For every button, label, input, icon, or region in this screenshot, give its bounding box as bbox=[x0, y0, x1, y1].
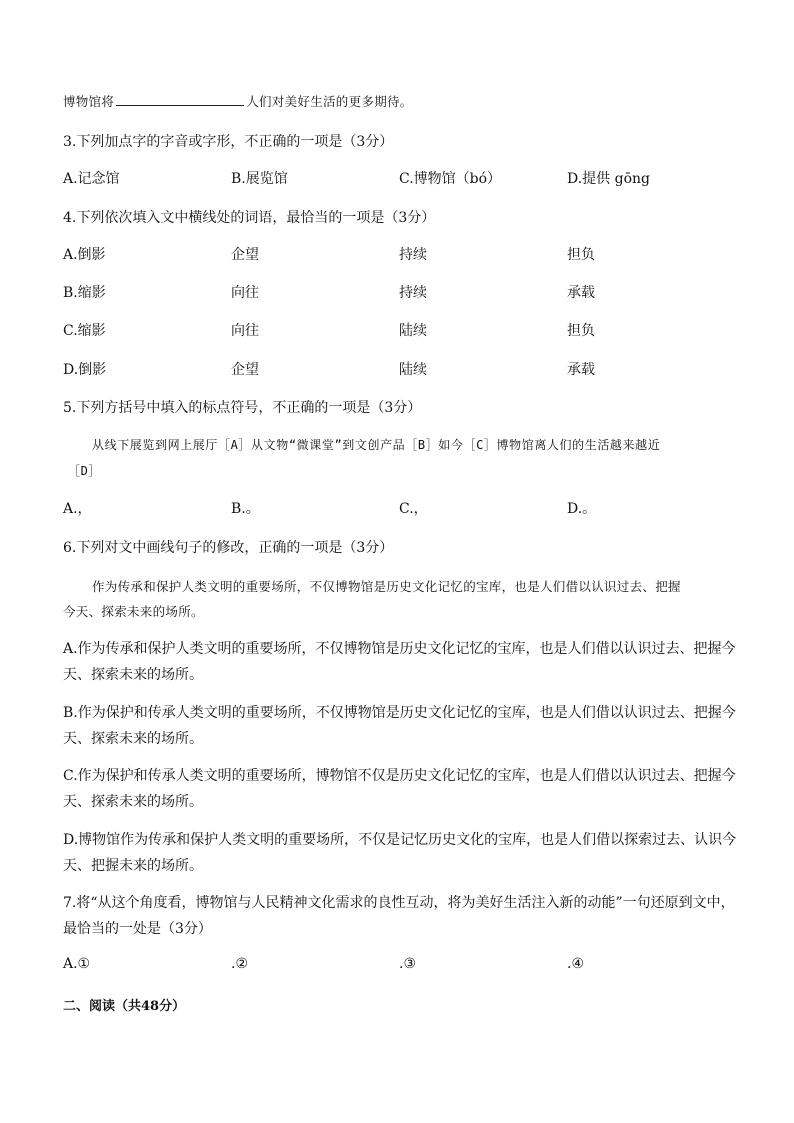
q4-c-1: C.缩影 bbox=[63, 323, 106, 339]
q6-option-d-line1[interactable]: D.博物馆作为传承和保护人类文明的重要场所，不仅是记忆历史文化的宝库，也是人们借以探索过去、认识今 bbox=[63, 832, 737, 848]
q4-b-4: 承载 bbox=[567, 285, 595, 301]
intro-after: 人们对美好生活的更多期待。 bbox=[246, 94, 413, 109]
q4-a-4: 担负 bbox=[567, 247, 595, 263]
q7-stem-line1: 7.将“从这个角度看，博物馆与人民精神文化需求的良性互动，将为美好生活注入新的动能”一句还原到文中， bbox=[63, 895, 735, 911]
q4-d-3: 陆续 bbox=[399, 362, 427, 378]
q5-option-c[interactable]: C.， bbox=[399, 501, 428, 517]
q5-option-d[interactable]: D.。 bbox=[567, 501, 597, 517]
q6-option-b-line2[interactable]: 天、探索未来的场所。 bbox=[63, 731, 203, 747]
q4-row-c[interactable] bbox=[63, 320, 723, 340]
q7-stem-line2: 最恰当的一处是（3分） bbox=[63, 921, 212, 937]
q7-option-d[interactable]: .④ bbox=[567, 956, 585, 972]
q4-c-4: 担负 bbox=[567, 323, 595, 339]
q5-options bbox=[63, 498, 723, 518]
q3-option-d[interactable]: D.提供 gōng bbox=[567, 171, 650, 187]
q3-option-b[interactable]: B.展览馆 bbox=[231, 171, 288, 187]
section-heading: 二、阅读（共48分） bbox=[63, 999, 186, 1014]
q4-row-b[interactable] bbox=[63, 282, 723, 302]
q6-quote-line2: 今天、探索未来的场所。 bbox=[63, 604, 204, 619]
q7-option-a[interactable]: A.① bbox=[63, 956, 91, 972]
q6-stem: 6.下列对文中画线句子的修改，正确的一项是（3分） bbox=[63, 540, 394, 556]
q4-c-2: 向往 bbox=[231, 323, 259, 339]
q5-stem: 5.下列方括号中填入的标点符号，不正确的一项是（3分） bbox=[63, 400, 422, 416]
q6-option-c-line2[interactable]: 天、探索未来的场所。 bbox=[63, 794, 203, 810]
q4-b-3: 持续 bbox=[399, 285, 427, 301]
q3-stem: 3.下列加点字的字音或字形，不正确的一项是（3分） bbox=[63, 134, 394, 150]
q6-option-c-line1[interactable]: C.作为保护和传承人类文明的重要场所，博物馆不仅是历史文化记忆的宝库，也是人们借以认识过去、把握今 bbox=[63, 768, 736, 784]
q4-b-2: 向往 bbox=[231, 285, 259, 301]
q4-a-1: A.倒影 bbox=[63, 247, 106, 263]
q5-quote-line2: ［D］ bbox=[68, 464, 102, 478]
q4-row-a[interactable] bbox=[63, 244, 723, 264]
q4-b-1: B.缩影 bbox=[63, 285, 106, 301]
q7-option-c[interactable]: .③ bbox=[399, 956, 417, 972]
q5-quote-line1: 从线下展览到网上展厅［A］从文物“微课堂”到文创产品［B］如今［C］博物馆离人们的生活越来越近 bbox=[92, 438, 661, 452]
q4-d-4: 承载 bbox=[567, 362, 595, 378]
q4-c-3: 陆续 bbox=[399, 323, 427, 339]
q7-options bbox=[63, 956, 723, 976]
q4-d-1: D.倒影 bbox=[63, 362, 107, 378]
q3-option-a[interactable]: A.记念馆 bbox=[63, 171, 120, 187]
q6-option-b-line1[interactable]: B.作为保护和传承人类文明的重要场所，不仅博物馆是历史文化记忆的宝库，也是人们借以认识过去、把握今 bbox=[63, 705, 736, 721]
q3-option-c[interactable]: C.博物馆（bó） bbox=[399, 171, 502, 187]
q5-option-a[interactable]: A.， bbox=[63, 501, 92, 517]
q6-option-d-line2[interactable]: 天、把握未来的场所。 bbox=[63, 858, 203, 874]
q4-d-2: 企望 bbox=[231, 362, 259, 378]
q6-option-a-line2[interactable]: 天、探索未来的场所。 bbox=[63, 667, 203, 683]
q3-options bbox=[63, 168, 723, 188]
intro-before: 博物馆将 bbox=[63, 94, 115, 109]
intro-line bbox=[63, 92, 413, 110]
q6-option-a-line1[interactable]: A.作为传承和保护人类文明的重要场所，不仅博物馆是历史文化记忆的宝库，也是人们借以认识过去、把握今 bbox=[63, 641, 736, 657]
q4-stem: 4.下列依次填入文中横线处的词语，最恰当的一项是（3分） bbox=[63, 210, 436, 226]
fill-blank[interactable] bbox=[116, 93, 244, 106]
q4-row-d[interactable] bbox=[63, 359, 723, 379]
q6-quote-line1: 作为传承和保护人类文明的重要场所，不仅博物馆是历史文化记忆的宝库，也是人们借以认识过去、把握 bbox=[92, 579, 681, 594]
q4-a-3: 持续 bbox=[399, 247, 427, 263]
q7-option-b[interactable]: .② bbox=[231, 956, 249, 972]
q5-option-b[interactable]: B.。 bbox=[231, 501, 260, 517]
q4-a-2: 企望 bbox=[231, 247, 259, 263]
